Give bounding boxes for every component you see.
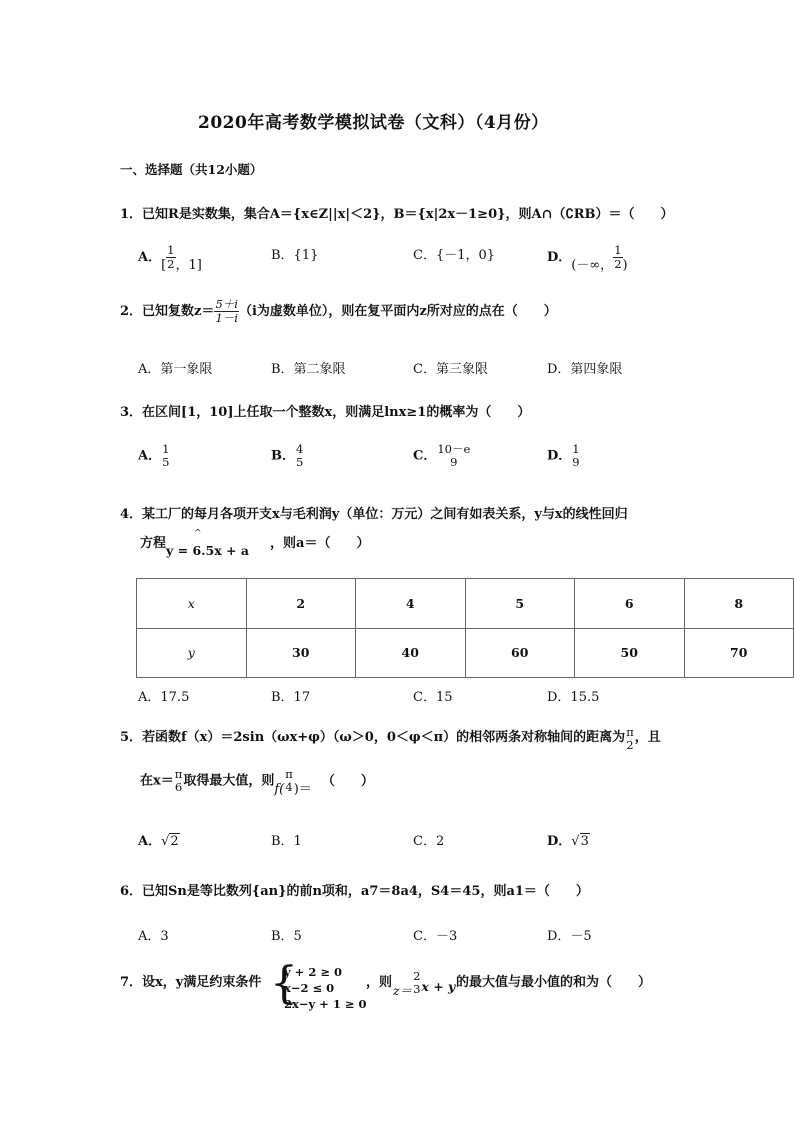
question-1-option-c: C．{－1，0} xyxy=(413,248,496,263)
frac-numerator: π xyxy=(285,767,293,781)
question-7-suffix: 的最大值与最小值的和为（ ） xyxy=(456,975,652,990)
question-3-option-a xyxy=(138,443,170,469)
table-cell: 4 xyxy=(356,579,466,629)
function-close: )＝ xyxy=(293,781,312,797)
frac-denominator: 5 xyxy=(162,455,170,470)
interval-close: ) xyxy=(622,258,628,274)
table-cell: y xyxy=(137,628,247,678)
question-1-option-d xyxy=(547,243,628,274)
question-1-stem: 1．已知R是实数集，集合A＝{x∈Z||x|＜2}，B＝{x|2x－1≥0}，则A∩（∁RB）＝（ ） xyxy=(120,207,674,222)
option-label: C． xyxy=(413,448,437,464)
sqrt-symbol: √3 xyxy=(571,834,589,849)
table-cell: x xyxy=(137,579,247,629)
frac-denominator: 2 xyxy=(614,257,622,272)
question-6-option-c: C．－3 xyxy=(413,929,458,944)
frac-denominator: 4 xyxy=(285,780,293,795)
table-row xyxy=(137,628,794,678)
bracket: [ xyxy=(161,258,167,274)
table-cell: 6 xyxy=(575,579,685,629)
left-brace: { xyxy=(270,958,298,1009)
table-cell: 40 xyxy=(356,628,466,678)
question-3-option-b xyxy=(271,443,304,469)
stem-prefix: 在x＝ xyxy=(140,773,174,789)
option-label: B． xyxy=(271,448,295,464)
question-3-option-c xyxy=(413,443,471,469)
question-7-middle: ，则 xyxy=(366,975,393,990)
data-table xyxy=(136,578,794,678)
table-cell: 50 xyxy=(575,628,685,678)
sqrt-value: 3 xyxy=(580,834,589,849)
frac-numerator: π xyxy=(626,725,634,739)
frac-numerator: 1 xyxy=(167,243,175,257)
question-2-option-a: A．第一象限 xyxy=(138,362,213,377)
question-4-option-d: D．15.5 xyxy=(547,690,600,705)
question-4-option-a: A．17.5 xyxy=(138,690,190,705)
sqrt-symbol: √2 xyxy=(161,834,179,849)
frac-denominator: 5 xyxy=(296,455,304,470)
sqrt-value: 2 xyxy=(170,834,179,849)
question-6-option-a: A．3 xyxy=(138,929,169,944)
frac-numerator: 2 xyxy=(413,969,421,983)
question-6-option-b: B．5 xyxy=(271,929,302,944)
stem-suffix: （i为虚数单位），则在复平面内z所对应的点在（ ） xyxy=(238,304,557,320)
frac-numerator: 5＋i xyxy=(215,297,238,311)
option-label: D． xyxy=(547,448,572,464)
table-cell: 5 xyxy=(465,579,575,629)
section-heading: 一、选择题（共12小题） xyxy=(120,162,263,177)
frac-numerator: 1 xyxy=(162,442,170,456)
frac-denominator: 9 xyxy=(450,455,458,470)
frac-denominator: 3 xyxy=(413,982,421,997)
question-4-line-1: 4．某工厂的每月各项开支x与毛利润y（单位：万元）之间有如表关系，y与x的线性回归 xyxy=(120,507,628,522)
question-1-option-a xyxy=(138,243,202,274)
table-cell: 2 xyxy=(246,579,356,629)
constraint-3: 2x−y + 1 ≥ 0 xyxy=(284,997,367,1011)
stem-prefix: 2．已知复数z＝ xyxy=(120,304,215,320)
frac-numerator: 4 xyxy=(296,442,304,456)
frac-denominator: 1－i xyxy=(215,311,238,326)
question-5-option-c: C．2 xyxy=(413,834,445,849)
interval-start: (－∞， xyxy=(571,258,614,274)
frac-denominator: 6 xyxy=(174,780,183,795)
frac-numerator: 1 xyxy=(572,442,580,456)
question-6-stem: 6．已知Sn是等比数列{an}的前n项和，a7＝8a4，S4＝45，则a1＝（ ） xyxy=(120,884,589,899)
constraint-2: x−2 ≤ 0 xyxy=(284,981,335,995)
frac-numerator: π xyxy=(174,767,183,781)
stem-prefix: 方程 xyxy=(140,536,167,551)
question-5-line-2 xyxy=(140,767,374,797)
option-label: A． xyxy=(138,448,162,464)
option-label: A． xyxy=(138,250,162,266)
stem-text: 5．若函数f（x）＝2sin（ωx+φ）（ω＞0，0＜φ＜π）的相邻两条对称轴间的距离为 xyxy=(120,730,626,745)
question-4-option-b: B．17 xyxy=(271,690,311,705)
function-open: f( xyxy=(274,781,285,797)
question-7-prefix: 7．设x，y满足约束条件 xyxy=(120,975,262,990)
frac-denominator: 9 xyxy=(572,455,580,470)
question-5-line-1 xyxy=(120,726,661,752)
option-label: A． xyxy=(138,834,162,849)
question-5-option-a xyxy=(138,830,180,849)
objective-prefix: z＝ xyxy=(393,982,413,998)
table-row xyxy=(137,579,794,629)
table-cell: 30 xyxy=(246,628,356,678)
question-2-option-d: D．第四象限 xyxy=(547,362,623,377)
question-2-option-c: C．第三象限 xyxy=(413,362,488,377)
table-cell: 8 xyxy=(684,579,794,629)
question-5-option-d xyxy=(547,830,590,849)
stem-middle: 取得最大值，则 xyxy=(183,773,275,789)
constraint-1: y + 2 ≥ 0 xyxy=(284,965,342,979)
frac-numerator: 1 xyxy=(614,243,622,257)
option-rest: ，1] xyxy=(175,258,202,274)
table-cell: 70 xyxy=(684,628,794,678)
stem-suffix: ，则a＝（ ） xyxy=(270,536,370,551)
option-label: D． xyxy=(547,834,572,849)
question-6-option-d: D．－5 xyxy=(547,929,592,944)
frac-denominator: 2 xyxy=(167,257,175,272)
objective-rest: x + y xyxy=(421,978,456,994)
page-title: 2020年高考数学模拟试卷（文科）（4月份） xyxy=(198,113,549,133)
question-2-option-b: B．第二象限 xyxy=(271,362,346,377)
frac-numerator: 10－e xyxy=(437,442,471,456)
hat-symbol: ^ xyxy=(194,529,202,539)
objective-function xyxy=(393,970,455,996)
question-1-option-b: B．{1} xyxy=(271,248,319,263)
question-3-option-d xyxy=(547,443,581,469)
question-5-option-b: B．1 xyxy=(271,834,302,849)
question-4-line-2 xyxy=(140,529,370,558)
question-2-stem xyxy=(120,298,557,325)
table-cell: 60 xyxy=(465,628,575,678)
stem-end: （ ） xyxy=(321,773,374,789)
option-label: D． xyxy=(547,250,572,266)
stem-text-end: ，且 xyxy=(634,730,661,745)
question-4-option-c: C．15 xyxy=(413,690,453,705)
question-3-stem: 3．在区间[1，10]上任取一个整数x，则满足lnx≥1的概率为（ ） xyxy=(120,405,531,420)
frac-denominator: 2 xyxy=(626,738,634,753)
regression-equation: y = 6.5x + a xyxy=(166,543,249,558)
